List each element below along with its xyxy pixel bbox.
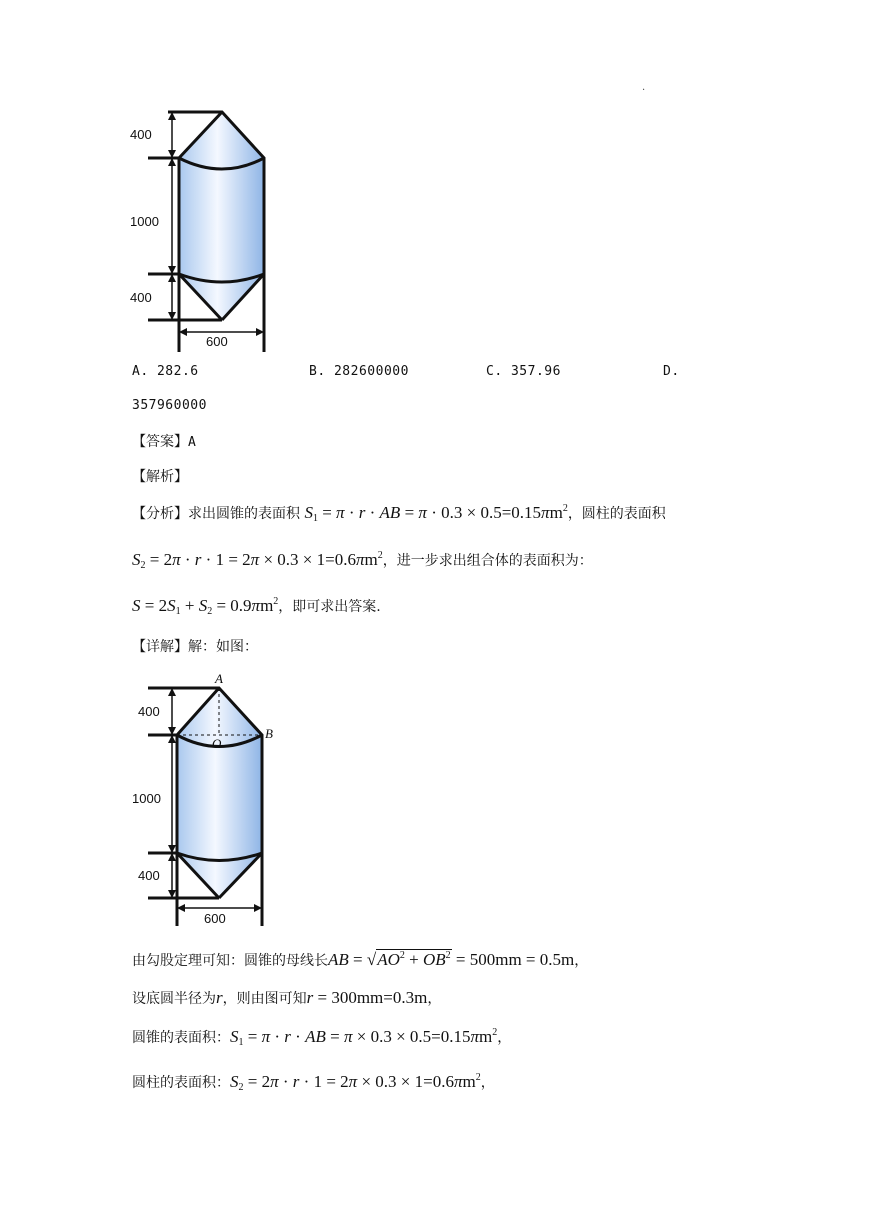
- formula-s2: $S_2 = 2\pi \cdot r \cdot 1 = 2\pi \times 0.3 \times 1=0.6\pi m^2$: [132, 550, 383, 571]
- xiangjie-label: 【详解】: [132, 639, 188, 655]
- dim-cone-top: 400: [138, 704, 160, 719]
- dim-width: 600: [204, 911, 226, 926]
- top-cone: [179, 112, 264, 158]
- option-d[interactable]: D.: [663, 364, 680, 379]
- analysis-line-2: $S_2 = 2\pi \cdot r \cdot 1 = 2\pi \times 0.3 \times 1=0.6\pi m^2$，进一步求出组合体的表面积为：: [132, 550, 593, 571]
- option-b[interactable]: B. 282600000: [309, 364, 409, 379]
- step-3: 圆锥的表面积：$S_1 = \pi \cdot r$ · AB = $\pi \times 0.3 \times 0.5=0.15\pi m^2$，: [132, 1027, 512, 1048]
- corner-dot: .: [642, 82, 646, 93]
- detail-line: 【详解】解：如图：: [132, 639, 258, 655]
- formula-s: $S = 2S_1 + S_2 = 0.9\pi m^2$: [132, 596, 279, 617]
- dim-cone-bottom: 400: [130, 290, 152, 305]
- answer-label: 【答案】: [132, 434, 188, 450]
- option-c[interactable]: C. 357.96: [486, 364, 561, 379]
- dim-cone-bottom: 400: [138, 868, 160, 883]
- silo-figure-2: [128, 668, 288, 933]
- analysis-line-1: 【分析】求出圆锥的表面积 $S_1 = \pi \cdot r$ · AB = $\pi \cdot 0.3 \times 0.5=0.15\pi m^2$，圆柱的表面积: [132, 503, 666, 524]
- step-4: 圆柱的表面积：$S_2 = 2\pi \cdot r \cdot 1 = 2\pi \times 0.3 \times 1=0.6\pi m^2$，: [132, 1072, 495, 1093]
- cylinder-body: [179, 158, 264, 274]
- silo-figure-1: [128, 100, 278, 360]
- dim-cylinder: 1000: [130, 214, 159, 229]
- point-b-label: B: [265, 726, 273, 741]
- option-a[interactable]: A. 282.6: [132, 364, 199, 379]
- dim-width: 600: [206, 334, 228, 349]
- answer-value: A: [188, 435, 196, 450]
- point-a-label: A: [215, 671, 223, 686]
- dim-cylinder: 1000: [132, 791, 161, 806]
- dim-cone-top: 400: [130, 127, 152, 142]
- fenxi-label: 【分析】: [132, 506, 188, 522]
- formula-s1: $S_1 = \pi \cdot r$ · AB = $\pi \cdot 0.3 \times 0.5=0.15\pi m^2$: [304, 503, 568, 524]
- analysis-label: 【解析】: [132, 469, 188, 485]
- step-1: 由勾股定理可知：圆锥的母线长AB = $√AO^2 + OB^2 = 500mm = 0.5m$，: [132, 950, 589, 969]
- option-d-value: 357960000: [132, 398, 207, 413]
- formula-s1-result: $S_1 = \pi \cdot r$ · AB = $\pi \times 0.3 \times 0.5=0.15\pi m^2$: [230, 1027, 498, 1048]
- point-o-label: O: [212, 736, 222, 751]
- step-2: 设底圆半径为r，则由图可知r = 300mm=0.3m，: [132, 988, 442, 1007]
- formula-ab: AB = $√AO^2 + OB^2 = 500mm = 0.5m$: [328, 950, 575, 969]
- answer-line: [132, 431, 196, 451]
- formula-s2-result: $S_2 = 2\pi \cdot r \cdot 1 = 2\pi \times 0.3 \times 1=0.6\pi m^2$: [230, 1072, 481, 1093]
- formula-r: r = 300mm=0.3m: [306, 988, 428, 1007]
- analysis-line-3: $S = 2S_1 + S_2 = 0.9\pi m^2$，即可求出答案.: [132, 596, 381, 617]
